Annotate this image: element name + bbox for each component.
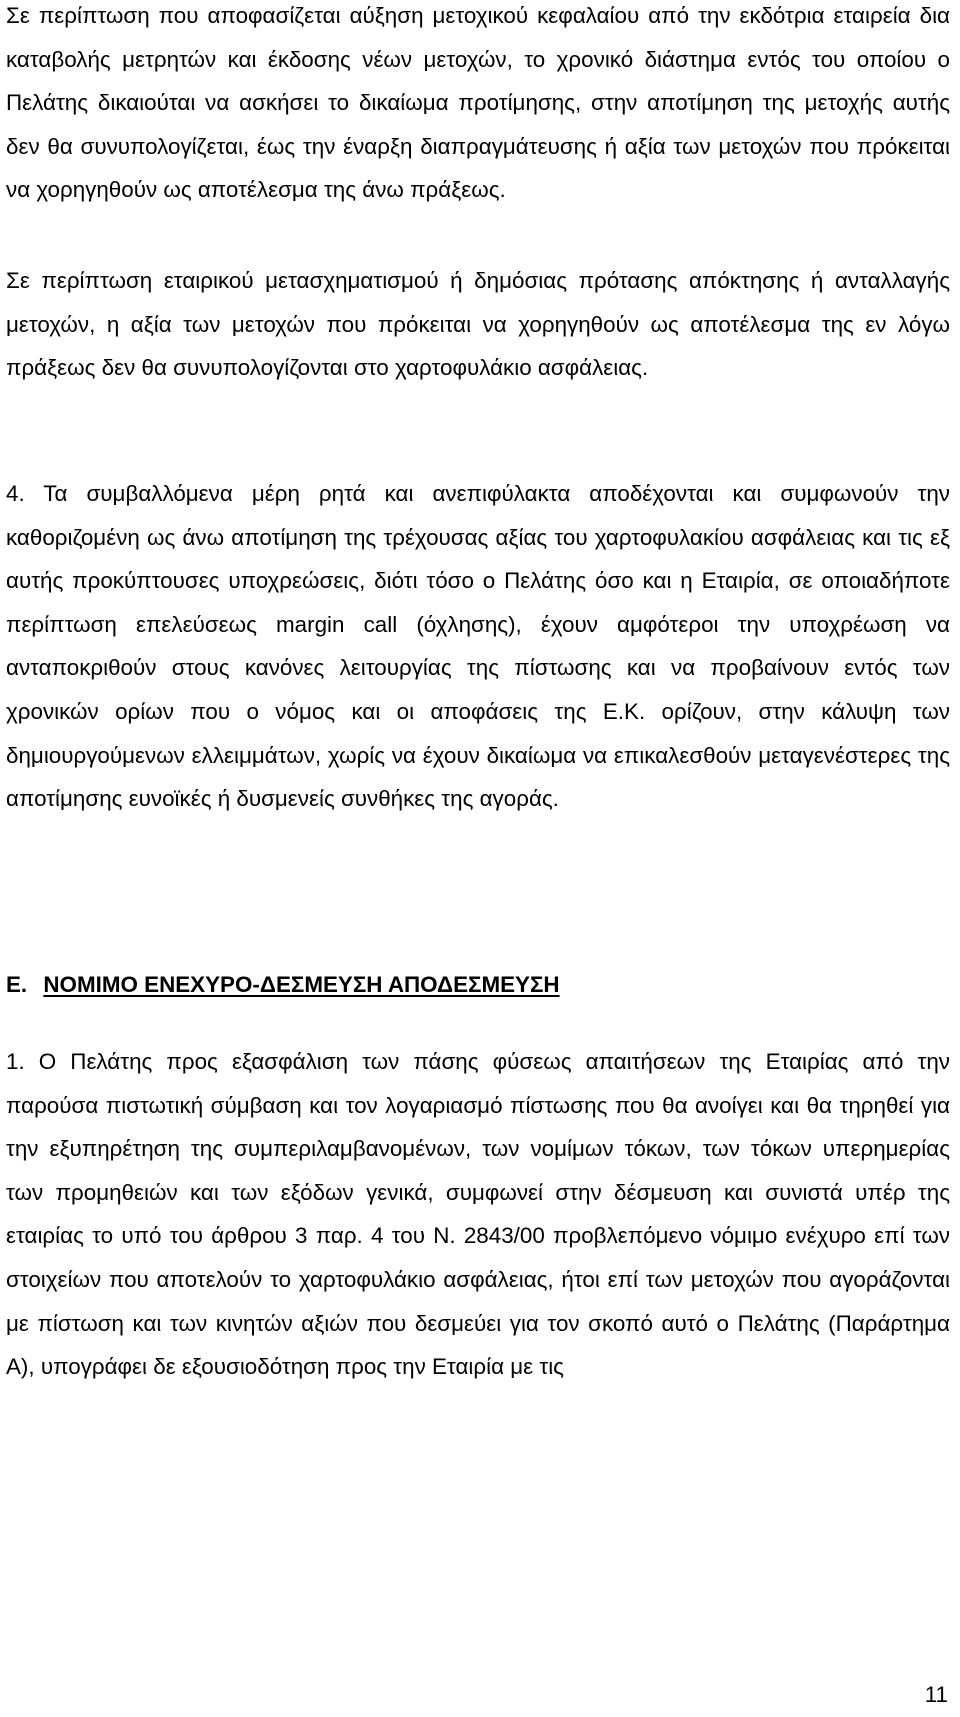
- paragraph-share-capital-increase: Σε περίπτωση που αποφασίζεται αύξηση μετοχικού κεφαλαίου από την εκδότρια εταιρεία δια καταβολής μετρητών και έκδοσης νέων μετοχών, το χρονικό διάστημα εντός του οποίου ο Πελάτης δικαιούται να ασκήσει το δικαίωμα προτίμησης, στην αποτίμηση της μετοχής αυτής δεν θα συνυπολογίζεται, έως την έναρξη διαπραγμάτευσης ή αξία των μετοχών που πρόκειται να χορηγηθούν ως αποτέλεσμα της άνω πράξεως.: [6, 3, 950, 203]
- page-number: 11: [924, 1682, 948, 1707]
- section-letter: Ε.: [6, 972, 28, 997]
- section-heading-e: [6, 963, 560, 1007]
- paragraph-4-valuation-acceptance: 4. Τα συμβαλλόμενα μέρη ρητά και ανεπιφύλακτα αποδέχονται και συμφωνούν την καθοριζομένη ως άνω αποτίμηση της τρέχουσας αξίας του χαρτοφυλακίου ασφάλειας και τις εξ αυτής προκύπτουσες υποχρεώσεις, διότι τόσο ο Πελάτης όσο και η Εταιρία, σε οποιαδήποτε περίπτωση επελεύσεως margin call (όχλησης), έχουν αμφότεροι την υποχρέωση να ανταποκριθούν στους κανόνες λειτουργίας της πίστωσης και να προβαίνουν εντός των χρονικών ορίων που ο νόμος και οι αποφάσεις της Ε.Κ. ορίζουν, στην κάλυψη των δημιουργούμενων ελλειμμάτων, χωρίς να έχουν δικαίωμα να επικαλεσθούν μεταγενέστερες της αποτίμησης ευνοϊκές ή δυσμενείς συνθήκες της αγοράς.: [6, 481, 950, 812]
- paragraph-corporate-transformation: Σε περίπτωση εταιρικού μετασχηματισμού ή δημόσιας πρότασης απόκτησης ή ανταλλαγής μετοχών, η αξία των μετοχών που πρόκειται να χορηγηθούν ως αποτέλεσμα της εν λόγω πράξεως δεν θα συνυπολογίζονται στο χαρτοφυλάκιο ασφάλειας.: [6, 268, 950, 381]
- section-title: ΝΟΜΙΜΟ ΕΝΕΧΥΡΟ-ΔΕΣΜΕΥΣΗ ΑΠΟΔΕΣΜΕΥΣΗ: [43, 972, 560, 997]
- paragraph-1-pledge: 1. Ο Πελάτης προς εξασφάλιση των πάσης φύσεως απαιτήσεων της Εταιρίας από την παρούσα πιστωτική σύμβαση και τον λογαριασμό πίστωσης που θα ανοίγει και θα τηρηθεί για την εξυπηρέτηση της συμπεριλαμβανομένων, των νομίμων τόκων, των τόκων υπερημερίας των προμηθειών και των εξόδων γενικά, συμφωνεί στην δέσμευση και συνιστά υπέρ της εταιρίας το υπό του άρθρου 3 παρ. 4 του Ν. 2843/00 προβλεπόμενο νόμιμο ενέχυρο επί των στοιχείων που αποτελούν το χαρτοφυλάκιο ασφάλειας, ήτοι επί των μετοχών που αγοράζονται με πίστωση και των κινητών αξιών που δεσμεύει για τον σκοπό αυτό ο Πελάτης (Παράρτημα Α), υπογράφει δε εξουσιοδότηση προς την Εταιρία με τις: [6, 1049, 950, 1380]
